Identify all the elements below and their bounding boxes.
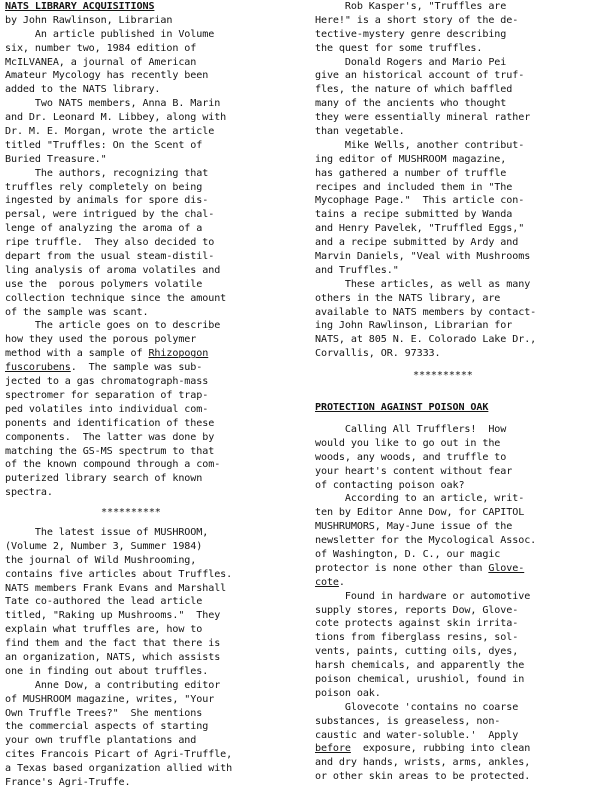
text-line: Marvin Daniels, "Veal with Mushrooms [315, 251, 531, 263]
species-name: fuscorubens [5, 362, 71, 374]
emphasis-before: before [315, 743, 351, 755]
text-line: explain what truffles are, how to [5, 624, 203, 636]
text-line: vents, paints, cutting oils, dyes, [315, 646, 519, 658]
text-line: many of the ancients who thought [315, 98, 507, 110]
text-line: Two NATS members, Anna B. Marin [5, 98, 221, 110]
text-line: ponents and identification of these [5, 417, 215, 429]
paragraph-glovecote-intro [315, 492, 600, 589]
text-line: tective-mystery genre describing [315, 28, 507, 40]
text-line: MUSHRUMORS, May-June issue of the [315, 521, 513, 533]
text-line: Corvallis, OR. 97333. [315, 348, 441, 360]
text-line: puterized library search of known [5, 473, 203, 485]
paragraph-mushroom-issue [5, 526, 303, 679]
text-line: they were essentially mineral rather [315, 112, 531, 124]
text-line: or other skin areas to be protected. [315, 771, 531, 783]
text-line: of the sample was scant. [5, 306, 149, 318]
text-line: a Texas based organization allied with [5, 763, 233, 775]
text-fragment: . [338, 576, 345, 588]
poison-oak-heading: PROTECTION AGAINST POISON OAK [315, 402, 489, 414]
paragraph-authors [5, 97, 303, 166]
text-line: Donald Rogers and Mario Pei [315, 56, 507, 68]
text-line: your heart's content without fear [315, 465, 513, 477]
text-line: tains a recipe submitted by Wanda [315, 209, 513, 221]
text-line: Rob Kasper's, "Truffles are [315, 1, 507, 12]
library-acquisitions-heading: NATS LIBRARY ACQUISITIONS [5, 1, 155, 12]
text-line: and a recipe submitted by Ardy and [315, 237, 519, 249]
text-line: an organization, NATS, which assists [5, 651, 221, 663]
paragraph-wells [315, 139, 600, 278]
text-line: McILVANEA, a journal of American [5, 56, 197, 68]
text-line: ling analysis of aroma volatiles and [5, 264, 221, 276]
paragraph-kasper [315, 0, 600, 56]
text-line: Dr. M. E. Morgan, wrote the article [5, 126, 215, 138]
text-line: six, number two, 1984 edition of [5, 42, 197, 54]
text-line: collection technique since the amount [5, 292, 227, 304]
text-line: of the known compound through a com- [5, 459, 221, 471]
text-line: jected to a gas chromatograph-mass [5, 376, 209, 388]
text-line: The article goes on to describe [5, 320, 221, 332]
text-line: truffles rely completely on being [5, 181, 203, 193]
text-line: components. The latter was done by [5, 431, 215, 443]
text-line: titled "Truffles: On the Scent of [5, 139, 203, 151]
section-separator: ********** [101, 507, 161, 519]
text-line: added to the NATS library. [5, 84, 161, 96]
text-line: of MUSHROOM magazine, writes, "Your [5, 693, 215, 705]
text-line: According to an article, writ- [315, 493, 525, 505]
text-line: tions from fiberglass resins, sol- [315, 632, 519, 644]
text-line: one in finding out about truffles. [5, 665, 209, 677]
text-line: caustic and water-soluble.' Apply [315, 729, 519, 741]
text-line: the commercial aspects of starting [5, 721, 209, 733]
text-line: use the porous polymers volatile [5, 278, 203, 290]
paragraph-anne-dow [5, 679, 303, 790]
text-line: ripe truffle. They also decided to [5, 237, 215, 249]
text-line: fles, the nature of which baffled [315, 84, 513, 96]
text-line: (Volume 2, Number 3, Summer 1984) [5, 540, 203, 552]
text-fragment: exposure, rubbing into clean [350, 743, 531, 755]
text-line: give an historical account of truf- [315, 70, 525, 82]
text-line: Found in hardware or automotive [315, 590, 531, 602]
text-line: France's Agri-Truffe. [5, 776, 131, 788]
text-line: and dry hands, wrists, arms, ankles, [315, 757, 531, 769]
text-line [315, 562, 600, 576]
text-line: Amateur Mycology has recently been [5, 70, 209, 82]
text-line: poison oak. [315, 687, 381, 699]
text-line: contains five articles about Truffles. [5, 568, 233, 580]
text-line: The authors, recognizing that [5, 167, 209, 179]
text-line: substances, is greaseless, non- [315, 715, 501, 727]
text-line: ped volatiles into individual com- [5, 403, 209, 415]
text-line: newsletter for the Mycological Assoc. [315, 535, 537, 547]
text-line: depart from the usual steam-distil- [5, 251, 215, 263]
left-column [5, 0, 303, 790]
paragraph-mcilvanea [5, 28, 303, 97]
text-line: and Dr. Leonard M. Libbey, along with [5, 112, 227, 124]
product-name: Glove- [488, 562, 525, 574]
text-line: ten by Editor Anne Dow, for CAPITOL [315, 507, 525, 519]
text-line: ingested by animals for spore dis- [5, 195, 209, 207]
text-line: has gathered a number of truffle [315, 167, 507, 179]
text-line: spectra. [5, 487, 53, 499]
text-line: These articles, as well as many [315, 278, 531, 290]
text-fragment: method with a sample of [5, 348, 149, 360]
text-line: the journal of Wild Mushrooming, [5, 554, 197, 566]
paragraph-hardware-stores [315, 590, 600, 701]
paragraph-rogers-pei [315, 56, 600, 139]
text-line: NATS members Frank Evans and Marshall [5, 582, 227, 594]
text-line: and Truffles." [315, 264, 399, 276]
text-line: supply stores, reports Dow, Glove- [315, 604, 519, 616]
text-line [5, 361, 303, 375]
text-line: of Washington, D. C., our magic [315, 548, 501, 560]
text-line: The latest issue of MUSHROOM, [5, 526, 209, 538]
text-line: Buried Treasure." [5, 153, 107, 165]
text-fragment: . The sample was sub- [70, 362, 203, 374]
section-separator: ********** [413, 370, 473, 382]
text-line: matching the GS-MS spectrum to that [5, 445, 215, 457]
text-line: persal, were intrigued by the chal- [5, 209, 215, 221]
text-line: poison chemical, urushiol, found in [315, 673, 525, 685]
text-line: Here!" is a short story of the de- [315, 14, 519, 26]
byline: by John Rawlinson, Librarian [5, 14, 173, 26]
text-line [315, 742, 600, 756]
text-line [5, 347, 303, 361]
text-line: and Henry Pavelek, "Truffled Eggs," [315, 223, 525, 235]
text-line: An article published in Volume [5, 28, 215, 40]
text-fragment: protector is none other than [315, 562, 489, 574]
text-line: Mike Wells, another contribut- [315, 139, 525, 151]
text-line: harsh chemicals, and apparently the [315, 660, 525, 672]
text-line: ing John Rawlinson, Librarian for [315, 320, 513, 332]
text-line: lenge of analyzing the aroma of a [5, 223, 203, 235]
paragraph-glovecote-usage [315, 701, 600, 784]
text-line: cote protects against skin irrita- [315, 618, 519, 630]
spacer [315, 361, 600, 369]
text-line: Own Truffle Trees?" She mentions [5, 707, 203, 719]
text-line: ing editor of MUSHROOM magazine, [315, 153, 507, 165]
text-line: of contacting poison oak? [315, 479, 465, 491]
text-line: Calling All Trufflers! How [315, 423, 507, 435]
product-name-cont: cote [315, 576, 339, 588]
text-line: titled, "Raking up Mushrooms." They [5, 610, 221, 622]
right-column [315, 0, 600, 784]
text-line: cites Francois Picart of Agri-Truffle, [5, 749, 233, 761]
text-line: Anne Dow, a contributing editor [5, 679, 221, 691]
spacer [315, 415, 600, 423]
text-line [315, 576, 600, 590]
text-line: would you like to go out in the [315, 437, 501, 449]
text-line: recipes and included them in "The [315, 181, 513, 193]
text-line: find them and the fact that there is [5, 638, 221, 650]
text-line: Tate co-authored the lead article [5, 596, 203, 608]
text-line: others in the NATS library, are [315, 292, 501, 304]
text-line: Glovecote 'contains no coarse [315, 701, 519, 713]
paragraph-method [5, 319, 303, 500]
text-line: your own truffle plantations and [5, 735, 197, 747]
paragraph-calling-trufflers [315, 423, 600, 492]
text-line: Mycophage Page." This article con- [315, 195, 525, 207]
text-line: how they used the porous polymer [5, 334, 197, 346]
spacer [315, 383, 600, 401]
genus-name: Rhizopogon [148, 348, 209, 360]
text-line: woods, any woods, and truffle to [315, 451, 507, 463]
paragraph-availability [315, 278, 600, 361]
text-line: spectromer for separation of trap- [5, 389, 209, 401]
text-line: available to NATS members by contact- [315, 306, 537, 318]
text-line: the quest for some truffles. [315, 42, 483, 54]
paragraph-analysis [5, 167, 303, 320]
text-line: NATS, at 805 N. E. Colorado Lake Dr., [315, 334, 537, 346]
text-line: than vegetable. [315, 126, 405, 138]
